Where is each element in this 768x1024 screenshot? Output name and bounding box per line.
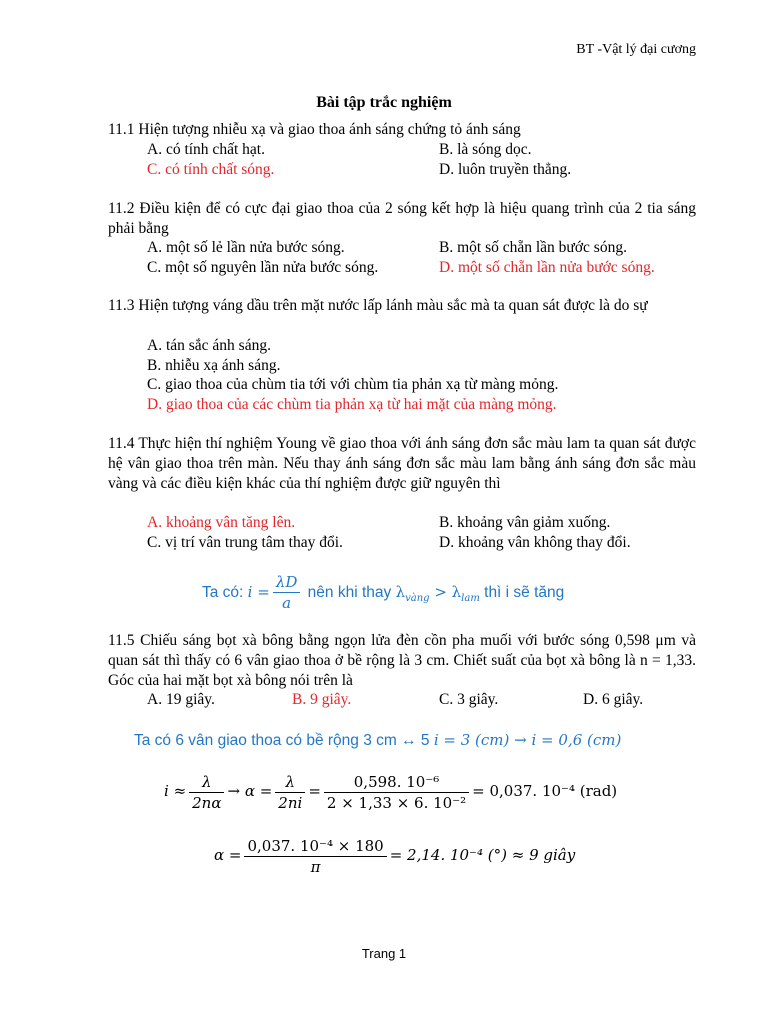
q2-option-b: B. một số chẵn lần bước sóng. xyxy=(439,239,627,256)
question-11-4: 11.4 Thực hiện thí nghiệm Young về giao thoa với ánh sáng đơn sắc màu lam ta quan sát được hệ vân giao thoa trên màn. Nếu thay ánh sáng đơn sắc màu lam bằng ánh sáng đơn sắc màu vàng và các điều kiện khác của thí nghiệm được giữ nguyên thì xyxy=(108,435,696,492)
q2-option-c: C. một số nguyên lần nửa bước sóng. xyxy=(147,259,379,276)
page-header: BT -Vật lý đại cương xyxy=(576,42,696,57)
q4-sol-l2-sub: lam xyxy=(461,593,480,604)
eq1-eq: = xyxy=(308,782,321,800)
question-11-2: 11.2 Điều kiện để có cực đại giao thoa của 2 sóng kết hợp là hiệu quang trình của 2 tia sáng phải bằng xyxy=(108,200,696,237)
q5-solution-line1 xyxy=(134,729,621,752)
q5-option-b-correct: B. 9 giây. xyxy=(292,691,352,708)
question-11-5: 11.5 Chiếu sáng bọt xà bông bằng ngọn lửa đèn cồn pha muối với bước sóng 0,598 μm và quan sát thì thấy có 6 vân giao thoa ở bề rộng là 3 cm. Chiết suất của bọt xà bông là n = 1,33. Góc của hai mặt bọt xà bông nói trên là xyxy=(108,632,696,689)
q4-option-b: B. khoảng vân giảm xuống. xyxy=(439,514,611,531)
eq1-rhs: = 0,037. 10⁻⁴ (rad) xyxy=(472,782,618,800)
question-11-1: 11.1 Hiện tượng nhiễu xạ và giao thoa ánh sáng chứng tỏ ánh sáng xyxy=(108,121,521,138)
eq1-f3-num: 0,598. 10⁻⁶ xyxy=(324,772,469,793)
eq2-f-num: 0,037. 10⁻⁴ × 180 xyxy=(244,836,386,857)
eq1-f2-den: 2ni xyxy=(278,793,303,812)
eq2-lhs: α = xyxy=(214,846,242,864)
q3-option-b: B. nhiễu xạ ánh sáng. xyxy=(147,357,281,374)
q5-option-d: D. 6 giây. xyxy=(583,691,644,708)
q4-sol-gt: > xyxy=(429,583,452,601)
q5-equation-1 xyxy=(164,768,617,814)
page-number: Trang 1 xyxy=(361,946,407,961)
eq1-lhs: i ≈ xyxy=(164,782,187,800)
q4-option-c: C. vị trí vân trung tâm thay đổi. xyxy=(147,534,343,551)
q3-option-d-correct: D. giao thoa của các chùm tia phản xạ từ hai mặt của màng mỏng. xyxy=(147,396,557,413)
q4-solution: Ta có: i = $\frac{\lambda D}{a}$ nên khi thay $\lambda_{vàng} > \lambda_{lam}$ thì i sẽ tăng xyxy=(202,573,565,613)
q3-option-a: A. tán sắc ánh sáng. xyxy=(147,337,271,354)
q4-sol-l1-sub: vàng xyxy=(405,593,430,604)
q5-sol1-math: i = 3 (cm) → i = 0,6 (cm) xyxy=(433,731,622,749)
q2-option-d-correct: D. một số chẵn lần nửa bước sóng. xyxy=(439,259,655,276)
q1-option-d: D. luôn truyền thẳng. xyxy=(439,161,572,178)
q5-sol1-text: Ta có 6 vân giao thoa có bề rộng 3 cm ↔ 5 xyxy=(134,732,434,749)
q4-sol-den: a xyxy=(282,594,292,613)
eq1-f2-num: λ xyxy=(285,772,296,791)
q4-sol-mid: nên khi thay xyxy=(303,584,396,601)
q4-option-d: D. khoảng vân không thay đổi. xyxy=(439,534,631,551)
q5-option-a: A. 19 giây. xyxy=(147,691,215,708)
q4-sol-prefix: Ta có: xyxy=(202,584,248,601)
q4-sol-i: i xyxy=(247,583,253,601)
q5-equation-2 xyxy=(214,832,575,878)
q4-sol-num: λD xyxy=(275,573,298,592)
q4-sol-l1: λ xyxy=(395,583,406,601)
eq2-rhs: = 2,14. 10⁻⁴ (°) ≈ 9 giây xyxy=(389,846,576,864)
q2-option-a: A. một số lẻ lần nửa bước sóng. xyxy=(147,239,345,256)
eq1-f1-num: λ xyxy=(202,772,212,791)
q4-sol-l2: λ xyxy=(451,583,462,601)
q1-option-b: B. là sóng dọc. xyxy=(439,141,532,158)
page-title: Bài tập trắc nghiệm xyxy=(316,94,452,111)
q1-option-c-correct: C. có tính chất sóng. xyxy=(147,161,275,178)
q4-option-a-correct: A. khoảng vân tăng lên. xyxy=(147,514,296,531)
eq1-f3-den: 2 × 1,33 × 6. 10⁻² xyxy=(326,793,467,812)
q1-option-a: A. có tính chất hạt. xyxy=(147,141,265,158)
eq1-f1-den: 2nα xyxy=(192,793,222,812)
eq1-arrow: → α = xyxy=(227,782,273,800)
question-11-3: 11.3 Hiện tượng váng dầu trên mặt nước lấp lánh màu sắc mà ta quan sát được là do sự xyxy=(108,297,648,314)
eq2-f-den: π xyxy=(310,857,321,876)
q3-option-c: C. giao thoa của chùm tia tới với chùm tia phản xạ từ màng mỏng. xyxy=(147,376,559,393)
q4-sol-end: thì i sẽ tăng xyxy=(479,584,565,601)
q5-option-c: C. 3 giây. xyxy=(439,691,499,708)
